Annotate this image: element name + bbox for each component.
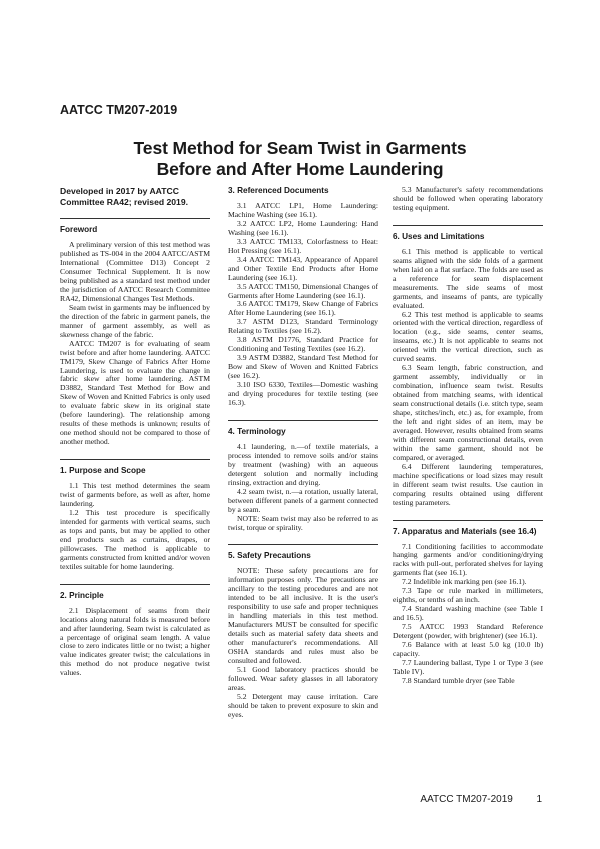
foreword-paragraph: Seam twist in garments may be influenced by the direction of the fabric in garment panels, the manner of garment assembly, as well as skewness change of the fabric. (60, 302, 210, 339)
apparatus-item: 7.4 Standard washing machine (see Table I and 16.5). (393, 604, 543, 623)
footer-doc-id: AATCC TM207-2019 (420, 794, 513, 805)
apparatus-item: 7.8 Standard tumble dryer (see Table (402, 675, 515, 685)
reference-item: 3.3 AATCC TM133, Colorfastness to Heat: Hot Pressing (see 16.1). (228, 236, 378, 255)
reference-item: 3.10 ISO 6330, Textiles—Domestic washing and drying procedures for textile testing (see 16.3). (228, 380, 378, 407)
reference-item: 3.5 AATCC TM150, Dimensional Changes of Garments after Home Laundering (see 16.1). (228, 281, 378, 300)
reference-item: 3.1 AATCC LP1, Home Laundering: Machine Washing (see 16.1). (228, 201, 378, 219)
references-heading: 3. Referenced Documents (228, 186, 329, 195)
divider (60, 584, 210, 585)
safety-paragraph: 5.2 Detergent may cause irritation. Care should be taken to prevent exposure to skin and eyes. (228, 691, 378, 719)
terminology-paragraph: 4.1 laundering, n.—of textile materials, a process intended to remove soils and/or stains by treatment (washing) with an aqueous detergent solution and normally including rinsing, extraction and drying. (228, 441, 378, 487)
page-footer (420, 794, 542, 805)
divider (228, 420, 378, 421)
safety-heading: 5. Safety Precautions (228, 551, 311, 561)
divider (60, 218, 210, 219)
terminology-heading: 4. Terminology (228, 426, 286, 436)
purpose-heading: 1. Purpose and Scope (60, 466, 146, 476)
column-2 (228, 186, 378, 720)
document-id-header: AATCC TM207-2019 (60, 103, 178, 117)
uses-paragraph: 6.4 Different laundering temperatures, machine specifications or load sizes may result in different seam twist results. Use caution in comparing results obtained using different testing parameters. (393, 461, 543, 507)
apparatus-item: 7.3 Tape or rule marked in millimeters, eighths, or tenths of an inch. (393, 586, 543, 605)
principle-heading: 2. Principle (60, 590, 104, 600)
title-line-2: Before and After Home Laundering (156, 159, 444, 179)
reference-item: 3.7 ASTM D123, Standard Terminology Relating to Textiles (see 16.2). (228, 317, 378, 336)
safety-paragraph: NOTE: These safety precautions are for information purposes only. The precautions are ancillary to the testing procedures and are not intended to be all inclusive. It is the user's responsibility to use safe and proper techniques in handling materials in this test method. Manufacturers MUST be consulted for specific details such as material safety data sheets and other manufacturer's recommendations. All OSHA standards and rules must also be consulted and followed. (228, 566, 378, 665)
apparatus-item: 7.1 Conditioning facilities to accommodate hanging garments and/or conditioning/drying racks with pull-out, perforated shelves for laying garments flat (see 16.1). (393, 541, 543, 578)
purpose-paragraph: 1.2 This test procedure is specifically intended for garments with vertical seams, such as tops and pants, but may be applied to other end products such as curtains, drapes, or pillowcases. The method is applicable to garments constructed from knitted and/or woven textiles suitable for home laundering. (60, 507, 210, 571)
column-3 (393, 186, 543, 686)
apparatus-item: 7.5 AATCC 1993 Standard Reference Detergent (powder, with brightener) (see 16.1). (393, 622, 543, 641)
safety-paragraph: 5.1 Good laboratory practices should be followed. Wear safety glasses in all laboratory areas. (228, 664, 378, 692)
terminology-paragraph: 4.2 seam twist, n.—a rotation, usually lateral, between different panels of a garment connected by a seam. (228, 486, 378, 514)
uses-paragraph: 6.3 Seam length, fabric construction, and garment assembly, individually or in combination, influence seam twist. Results obtained from matching seams, with identical seam constructional details (i.e. stitch type, seam shape, stitches/inch, etc.) as, for example, from the left and right sides of an item, may be averaged. However, results obtained from seams with different seam constructional details, even within the same garment, should not be compared, or averaged. (393, 363, 543, 462)
terminology-note: NOTE: Seam twist may also be referred to as twist, torque or spirality. (228, 513, 378, 532)
purpose-paragraph: 1.1 This test method determines the seam twist of garments before, as well as after, home laundering. (60, 481, 210, 509)
foreword-heading: Foreword (60, 225, 98, 235)
apparatus-item: 7.7 Laundering ballast, Type 1 or Type 3 (see Table IV). (393, 657, 543, 676)
reference-item: 3.4 AATCC TM143, Appearance of Apparel and Other Textile End Products after Home Laundering (see 16.1). (228, 254, 378, 282)
page-number: 1 (536, 794, 542, 805)
title-line-1: Test Method for Seam Twist in Garments (133, 138, 467, 158)
foreword-paragraph: AATCC TM207 is for evaluating of seam twist before and after home laundering. AATCC TM179, Skew Change of Fabrics After Home Laundering, is used to evaluate the change in fabric skew after home laundering. ASTM D3882, Standard Test Method for Bow and Skew of Woven and Knitted Fabrics is only used to evaluate fabric skew in its original state (before laundering). The relationship among results of these methods is unknown; results of one method should not be compared to those of another method. (60, 338, 210, 447)
apparatus-heading: 7. Apparatus and Materials (see 16.4) (393, 526, 537, 536)
divider (228, 544, 378, 545)
divider (393, 225, 543, 226)
divider (393, 520, 543, 521)
foreword-paragraph: A preliminary version of this test method was published as TS-004 in the 2004 AATCC/ASTM International (Committee D13) Concept 2 Consumer Technical Supplement. It is now being published as a standard test method under the jurisdiction of AATCC Research Committee RA42, Dimensional Changes Test Methods. (60, 240, 210, 303)
uses-paragraph: 6.2 This test method is applicable to seams oriented with the vertical direction, regardless of location (e.g., side seams, center seams, inseams, etc.) It is not applicable to seams not oriented with the vertical direction, such as curved seams. (393, 309, 543, 364)
uses-paragraph: 6.1 This method is applicable to vertical seams aligned with the side folds of a garment when laid on a flat surface. The folds are used as a reference for seam displacement measurements. The side seams of most garments, and inseams of pants, are typically evaluated. (393, 246, 543, 310)
reference-item: 3.8 ASTM D1776, Standard Practice for Conditioning and Testing Textiles (see 16.2). (228, 335, 378, 354)
reference-item: 3.2 AATCC LP2, Home Laundering: Hand Washing (see 16.1). (228, 218, 378, 237)
divider (60, 459, 210, 460)
uses-heading: 6. Uses and Limitations (393, 231, 485, 241)
page-title (0, 138, 600, 180)
apparatus-item: 7.2 Indelible ink marking pen (see 16.1). (402, 577, 527, 587)
development-note: Developed in 2017 by AATCC Committee RA42; revised 2019. (60, 186, 189, 207)
column-1 (60, 186, 210, 678)
safety-paragraph: 5.3 Manufacturer's safety recommendations should be followed when operating laboratory testing equipment. (393, 185, 543, 212)
principle-paragraph: 2.1 Displacement of seams from their locations along natural folds is measured before and after laundering. Seam twist is calculated as a percentage of original seam length. A value close to zero indicates little or no twist; a higher value indicates greater twist; the calculations in this method do not produce negative twist values. (60, 605, 210, 678)
reference-item: 3.9 ASTM D3882, Standard Test Method for Bow and Skew of Woven and Knitted Fabrics (see 16.2). (228, 353, 378, 381)
apparatus-item: 7.6 Balance with at least 5.0 kg (10.0 lb) capacity. (393, 639, 543, 658)
reference-item: 3.6 AATCC TM179, Skew Change of Fabrics After Home Laundering (see 16.1). (228, 299, 378, 318)
